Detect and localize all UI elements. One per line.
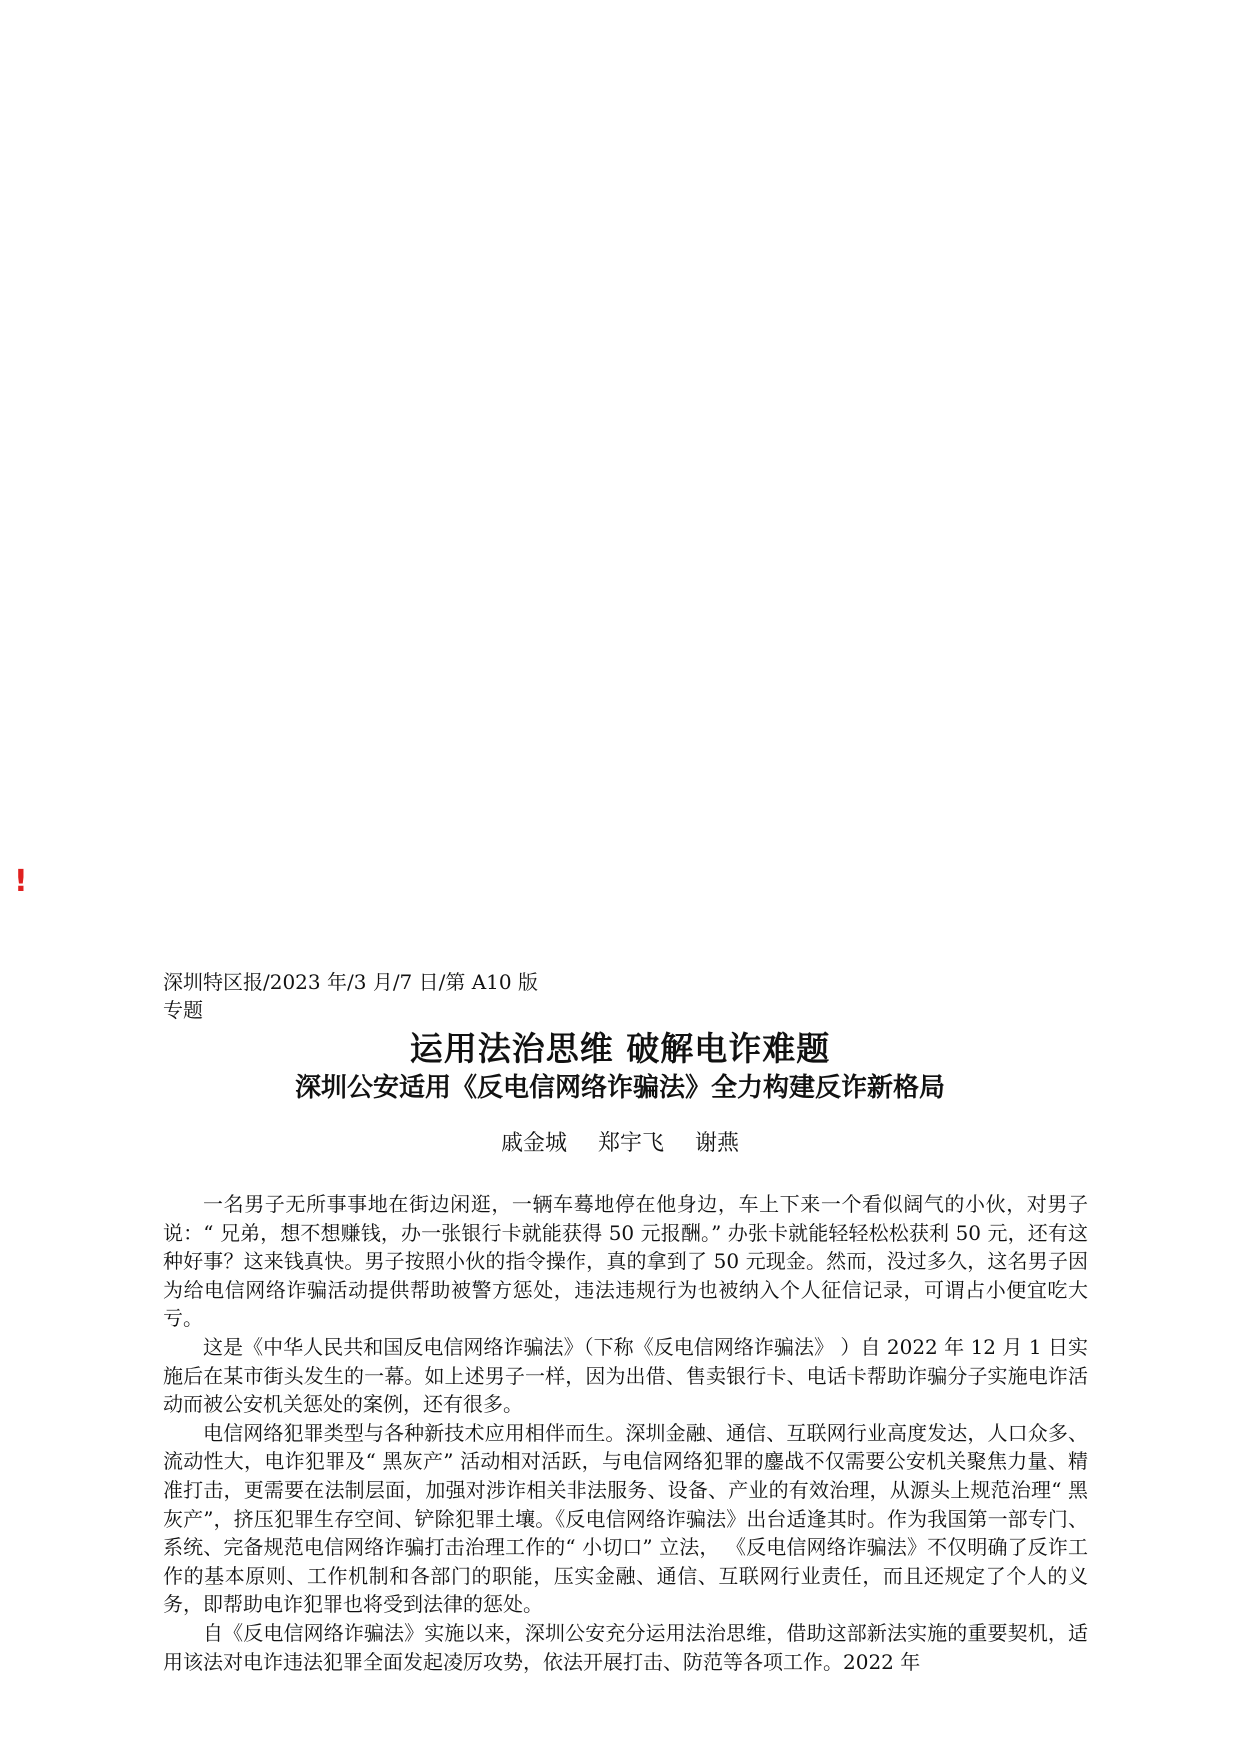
body-paragraph: 电信网络犯罪类型与各种新技术应用相伴而生。深圳金融、通信、互联网行业高度发达，人口众多、流动性大，电诈犯罪及“ 黑灰产” 活动相对活跃，与电信网络犯罪的鏖战不仅需要公安机关聚焦力量、精准打击，更需要在法制层面，加强对涉诈相关非法服务、设备、产业的有效治理，从源头上规范治理“ 黑灰产”，挤压犯罪生存空间、铲除犯罪土壤。《反电信网络诈骗法》出台适逢其时。作为我国第一部专门、系统、完备规范电信网络诈骗打击治理工作的“ 小切口” 立法， 《反电信网络诈骗法》不仅明确了反诈工作的基本原则、工作机制和各部门的职能，压实金融、通信、互联网行业责任，而且还规定了个人的义务，即帮助电诈犯罪也将受到法律的惩处。 bbox=[163, 1420, 1088, 1617]
source-line: 深圳特区报/2023 年/3 月/7 日/第 A10 版专题 bbox=[163, 970, 538, 1022]
author-line bbox=[0, 1128, 1240, 1160]
author-name: 谢燕 bbox=[695, 1131, 740, 1156]
article-body bbox=[163, 1190, 1088, 1676]
body-paragraph: 自《反电信网络诈骗法》实施以来，深圳公安充分运用法治思维，借助这部新法实施的重要契机，适用该法对电诈违法犯罪全面发起凌厉攻势，依法开展打击、防范等各项工作。2022 年 bbox=[163, 1620, 1088, 1674]
author-name: 郑宇飞 bbox=[597, 1131, 664, 1156]
article-subtitle: 深圳公安适用《反电信网络诈骗法》全力构建反诈新格局 bbox=[294, 1073, 945, 1103]
author-name: 戚金城 bbox=[500, 1131, 567, 1156]
red-exclamation-mark: ! bbox=[14, 864, 28, 899]
article-title: 运用法治思维 破解电诈难题 bbox=[409, 1029, 831, 1068]
body-paragraph: 这是《中华人民共和国反电信网络诈骗法》（下称《反电信网络诈骗法》 ）自 2022 年 12 月 1 日实施后在某市街头发生的一幕。如上述男子一样，因为出借、售卖银行卡、电话卡帮助诈骗分子实施电诈活动而被公安机关惩处的案例，还有很多。 bbox=[163, 1334, 1088, 1417]
body-paragraph: 一名男子无所事事地在街边闲逛，一辆车蓦地停在他身边，车上下来一个看似阔气的小伙，对男子说：“ 兄弟，想不想赚钱，办一张银行卡就能获得 50 元报酬。” 办张卡就能轻轻松松获利 50 元，还有这种好事？这来钱真快。男子按照小伙的指令操作，真的拿到了 50 元现金。然而，没过多久，这名男子因为给电信网络诈骗活动提供帮助被警方惩处，违法违规行为也被纳入个人征信记录，可谓占小便宜吃大亏。 bbox=[163, 1192, 1088, 1331]
